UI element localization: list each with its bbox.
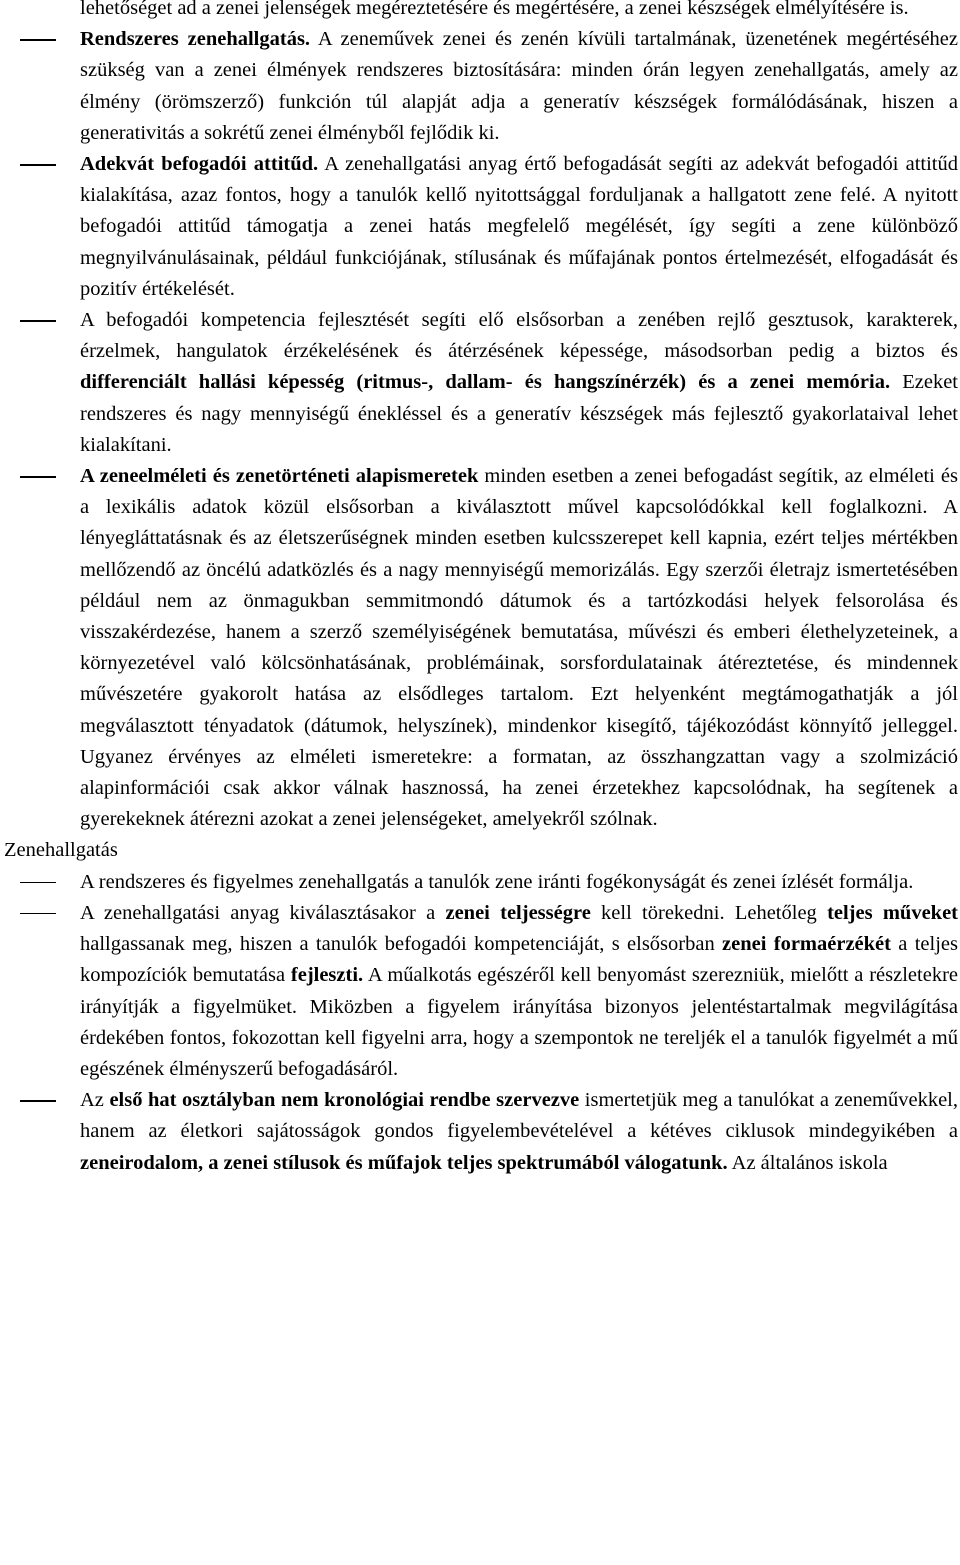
item-bold-text: zenei teljességre (445, 901, 591, 924)
item-text: minden esetben a zenei befogadást segítik, az elméleti és a lexikális adatok közül elsősorban a kiválasztott művel kapcsolódókkal kell foglalkozni. A lényegláttatásnak és az életszerűségnek minden esetben kulcsszerepet kell kapnia, ezért teljes mértékben mellőzendő az öncélú adatközlés és a nagy mennyiségű memorizálás. Egy szerzői életrajz ismertetésében például nem az önmagukban semmitmondó dátumok és a tartózkodási helyek felsorolása és visszakérdezése, hanem a szerző személyiségének bemutatása, művészi és emberi élethelyzeteinek, a környezetével való kölcsönhatásának, problémáinak, sorsfordulatainak átéreztetése, és mindennek művészetére gyakorolt hatása az elsődleges tartalom. Ezt helyenként megtámogathatják a jól megválasztott tényadatok (dátumok, helyszínek), mindenkor kisegítő, tájékozódást könnyítő jelleggel. Ugyanez érvényes az elméleti ismeretekre: a formatan, az összhangzattan vagy a szolmizáció alapinformációi csak akkor válnak hasznossá, ha zenei érzetekhez kapcsolódnak, ha segítenek a gyerekeknek átérezni azokat a zenei jelenségeket, amelyekről szólnak. (80, 465, 958, 831)
dash-bullet (20, 882, 56, 884)
item-text: hallgassanak meg, hiszen a tanulók befogadói kompetenciáját, s elsősorban (80, 933, 723, 956)
item-text: Az (80, 1089, 110, 1112)
item-bold-text: első hat osztályban nem kronológiai rendbe szervezve (109, 1089, 580, 1112)
item-text: A zenehallgatási anyag kiválasztásakor a (80, 901, 446, 924)
item-text: kell törekedni. Lehetőleg (590, 901, 828, 924)
dash-bullet (20, 320, 56, 322)
item-bold-text: differenciált hallási képesség (ritmus-, dallam- és hangszínérzék) és a zenei memória. (80, 371, 891, 394)
item-text: A befogadói kompetencia fejlesztését segíti elő elsősorban a zenében rejlő gesztusok, karakterek, érzelmek, hangulatok érzékelésének és átérzésének képessége, másodsorban pedig a biztos és (80, 309, 958, 363)
item-text: Ezeket rendszeres és nagy mennyiségű énekléssel és a generatív készségek más fejlesztő gyakorlataival lehet kialakítani. (80, 371, 958, 456)
section-heading: Zenehallgatás (4, 839, 118, 862)
item-text: A műalkotás egészéről kell benyomást szerezniük, mielőtt a részletekre irányítják a figyelmüket. Miközben a figyelem irányítása bizonyos jelentéstartalmak megvilágítása érdekében fontos, fokozottan kell figyelni arra, hogy a szempontok ne tereljék el a tanulók figyelmét a mű egészének élményszerű befogadásáról. (80, 964, 958, 1080)
item-bold-text: fejleszti. (290, 964, 364, 987)
list-item (80, 867, 958, 898)
item-lead: Rendszeres zenehallgatás. (80, 28, 311, 51)
item-lead: A zeneelméleti és zenetörténeti alapismeretek (80, 465, 479, 488)
item-text: A zeneművek zenei és zenén kívüli tartalmának, üzenetének megértéséhez szükség van a zenei élmények rendszeres biztosítására: minden órán legyen zenehallgatás, amely az élmény (örömszerző) funkción túl alapját adja a generatív készségek formálódásának, hiszen a generativitás a sokrétű zenei élményből fejlődik ki. (80, 28, 958, 144)
item-text: Az általános iskola (727, 1151, 888, 1174)
item-bold-text: teljes műveket (827, 901, 958, 924)
item-text: A rendszeres és figyelmes zenehallgatás a tanulók zene iránti fogékonyságát és zenei ízlését formálja. (80, 870, 914, 893)
list-item (80, 149, 958, 305)
item-bold-text: zenei formaérzékét (722, 933, 891, 956)
dash-bullet (20, 1100, 56, 1102)
list-item (80, 24, 958, 149)
list-item (80, 898, 958, 1085)
list-item (80, 461, 958, 835)
item-bold-text: zeneirodalom, a zenei stílusok és műfajok teljes spektrumából válogatunk. (80, 1151, 728, 1174)
item-lead: Adekvát befogadói attitűd. (80, 153, 319, 176)
dash-bullet (20, 39, 56, 41)
intro-paragraph (80, 0, 958, 24)
dash-bullet (20, 164, 56, 166)
list-item (80, 305, 958, 461)
list-item (80, 1085, 958, 1179)
dash-bullet (20, 913, 56, 915)
item-text: A zenehallgatási anyag értő befogadását segíti az adekvát befogadói attitűd kialakítása, azaz fontos, hogy a tanulók kellő nyitottsággal forduljanak a hallgatott zene felé. A nyitott befogadói attitűd támogatja a zenei hatás megfelelő megélését, így segíti a zene különböző megnyilvánulásainak, például funkciójának, stílusának és műfajának pontos értelmezését, elfogadását és pozitív értékelését. (80, 153, 958, 300)
item-text: ismertetjük meg a tanulókat a zeneművekkel, hanem az életkori sajátosságok gondos figyelembevételével a kétéves ciklusok mindegyikében a (80, 1089, 959, 1143)
dash-bullet (20, 476, 56, 478)
intro-text: lehetőséget ad a zenei jelenségek megéreztetésére és megértésére, a zenei készségek elmélyítésére is. (80, 0, 909, 19)
item-text: a teljes kompozíciók bemutatása (80, 933, 958, 987)
